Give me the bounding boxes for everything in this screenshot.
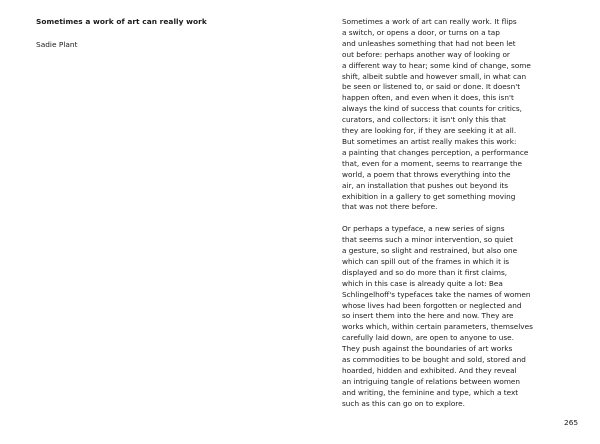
text-line: be seen or listened to, or said or done. It doesn't: [342, 82, 521, 92]
text-line: and writing, the feminine and type, which a text: [342, 387, 519, 397]
text-line: Schlingelhoff's typefaces take the names of women: [342, 289, 531, 299]
text-line: they are looking for, if they are seeking it at all.: [342, 126, 517, 136]
author-name: Sadie Plant: [36, 40, 78, 49]
text-line: that seems such a minor intervention, so quiet: [342, 235, 514, 245]
text-line: curators, and collectors: it isn't only this that: [342, 115, 506, 125]
text-line: They push against the boundaries of art works: [342, 344, 513, 354]
body-text: [342, 17, 592, 410]
text-line: works which, within certain parameters, themselves: [342, 322, 533, 332]
text-line: air, an installation that pushes out beyond its: [342, 180, 509, 190]
text-line: out before: perhaps another way of looking or: [342, 49, 510, 59]
text-line: But sometimes an artist really makes this work:: [342, 136, 517, 146]
text-line: shift, albeit subtle and however small, in what can: [342, 71, 527, 81]
text-line: a gesture, so slight and restrained, but also one: [342, 246, 518, 256]
text-line: that, even for a moment, seems to rearrange the: [342, 158, 522, 168]
text-line: carefully laid down, are open to anyone to use.: [342, 333, 514, 343]
text-line: so insert them into the here and now. They are: [342, 311, 514, 321]
text-line: hoarded, hidden and exhibited. And they reveal: [342, 365, 517, 375]
text-line: as commodities to be bought and sold, stored and: [342, 355, 526, 365]
text-line: such as this can go on to explore.: [342, 398, 465, 408]
text-line: Sometimes a work of art can really work. It flips: [342, 17, 517, 26]
text-line: exhibition in a gallery to get something moving: [342, 191, 516, 201]
text-line: an intriguing tangle of relations between women: [342, 376, 521, 386]
right-page: [300, 0, 600, 444]
text-line: whose lives had been forgotten or neglected and: [342, 300, 522, 310]
text-line: that was not there before.: [342, 202, 438, 212]
text-line: displayed and so do more than it first claims,: [342, 267, 508, 277]
text-line: always the kind of success that counts for critics,: [342, 104, 522, 114]
page-number: 265: [564, 418, 579, 427]
text-line: happen often, and even when it does, this isn't: [342, 93, 514, 103]
text-line: Or perhaps a typeface, a new series of signs: [342, 224, 505, 234]
text-line: a different way to hear; some kind of change, some: [342, 60, 531, 70]
paragraph: [342, 224, 592, 409]
text-line: which can spill out of the frames in which it is: [342, 256, 510, 266]
text-line: which in this case is already quite a lot: Bea: [342, 278, 503, 288]
article-title: Sometimes a work of art can really work: [36, 17, 207, 26]
text-line: and unleashes something that had not been let: [342, 38, 516, 48]
paragraph: [342, 17, 592, 213]
text-line: a painting that changes perception, a performance: [342, 147, 529, 157]
text-line: a switch, or opens a door, or turns on a tap: [342, 27, 500, 37]
text-line: world, a poem that throws everything into the: [342, 169, 511, 179]
